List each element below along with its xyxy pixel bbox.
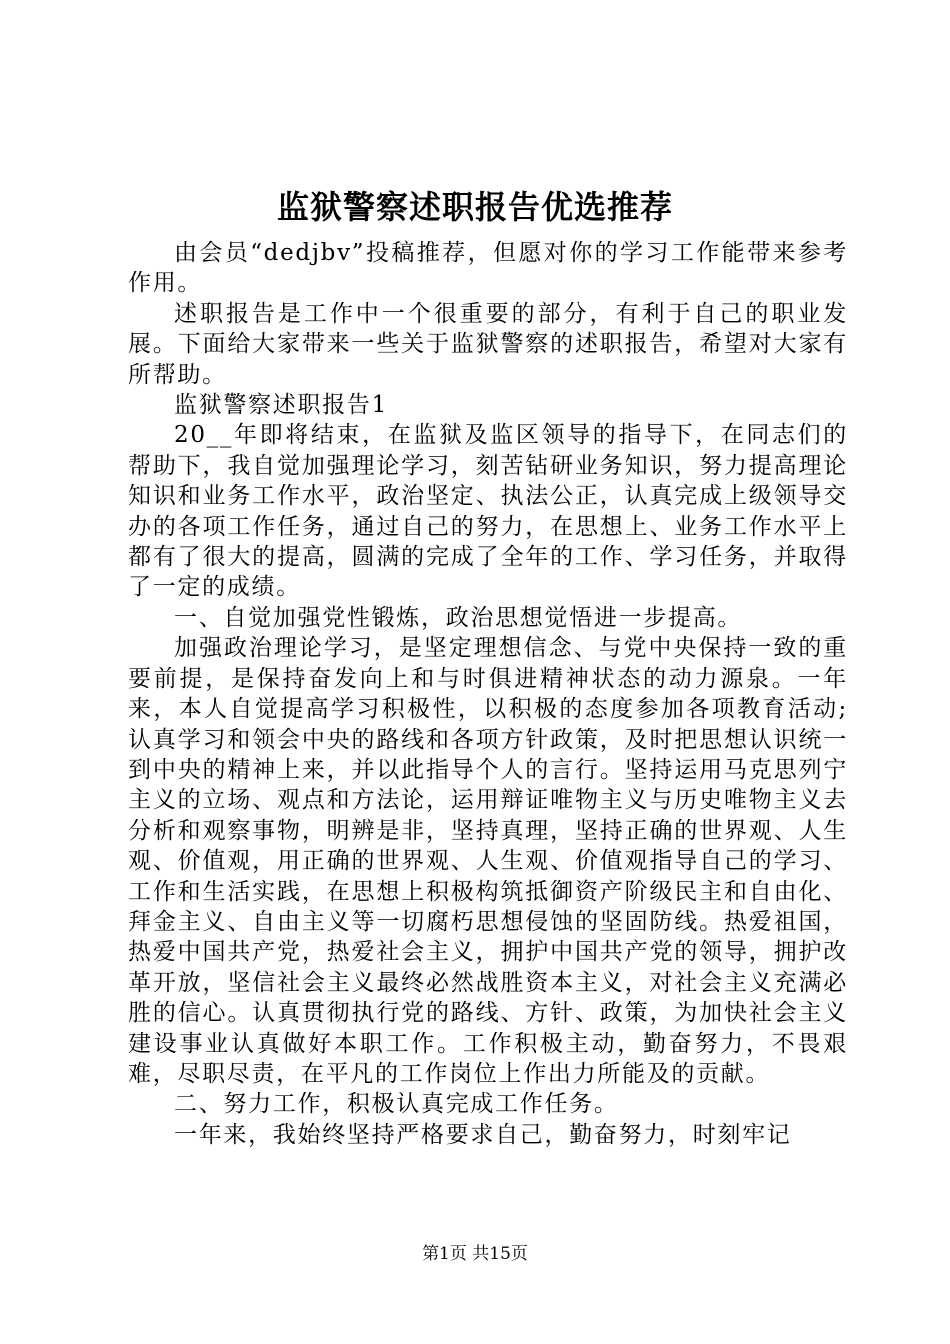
summary-paragraph: 述职报告是工作中一个很重要的部分，有利于自己的职业发展。下面给大家带来一些关于监狱警察的述职报告，希望对大家有所帮助。: [128, 300, 848, 388]
intro-paragraph: 由会员“dedjbv”投稿推荐，但愿对你的学习工作能带来参考作用。: [128, 240, 848, 297]
report-heading: 监狱警察述职报告1: [174, 392, 388, 419]
body-paragraph: 20__年即将结束，在监狱及监区领导的指导下，在同志们的帮助下，我自觉加强理论学习，刻苦钻研业务知识，努力提高理论知识和业务工作水平，政治坚定、执法公正，认真完成上级领导交办的各项工作任务，通过自己的努力，在思想上、业务工作水平上都有了很大的提高，圆满的完成了全年的工作、学习任务，并取得了一定的成绩。: [128, 422, 848, 601]
section-heading-2: 二、努力工作，积极认真完成工作任务。: [174, 1091, 619, 1118]
document-body: [128, 238, 848, 1150]
body-paragraph: 加强政治理论学习，是坚定理想信念、与党中央保持一致的重要前提，是保持奋发向上和与时俱进精神状态的动力源泉。一年来，本人自觉提高学习积极性，以积极的态度参加各项教育活动;认真学习和领会中央的路线和各项方针政策，及时把思想认识统一到中央的精神上来，并以此指导个人的言行。坚持运用马克思列宁主义的立场、观点和方法论，运用辩证唯物主义与历史唯物主义去分析和观察事物，明辨是非，坚持真理，坚持正确的世界观、人生观、价值观，用正确的世界观、人生观、价值观指导自己的学习、工作和生活实践，在思想上积极构筑抵御资产阶级民主和自由化、拜金主义、自由主义等一切腐朽思想侵蚀的坚固防线。热爱祖国，热爱中国共产党，热爱社会主义，拥护中国共产党的领导，拥护改革开放，坚信社会主义最终必然战胜资本主义，对社会主义充满必胜的信心。认真贯彻执行党的路线、方针、政策，为加快社会主义建设事业认真做好本职工作。工作积极主动，勤奋努力，不畏艰难，尽职尽责，在平凡的工作岗位上作出力所能及的贡献。: [128, 635, 848, 1087]
section-heading-1: 一、自觉加强党性锻炼，政治思想觉悟进一步提高。: [174, 604, 743, 631]
page-number: 第1页 共15页: [422, 1244, 528, 1264]
document-title: 监狱警察述职报告优选推荐: [276, 188, 673, 226]
body-paragraph: 一年来，我始终坚持严格要求自己，勤奋努力，时刻牢记: [174, 1121, 792, 1148]
